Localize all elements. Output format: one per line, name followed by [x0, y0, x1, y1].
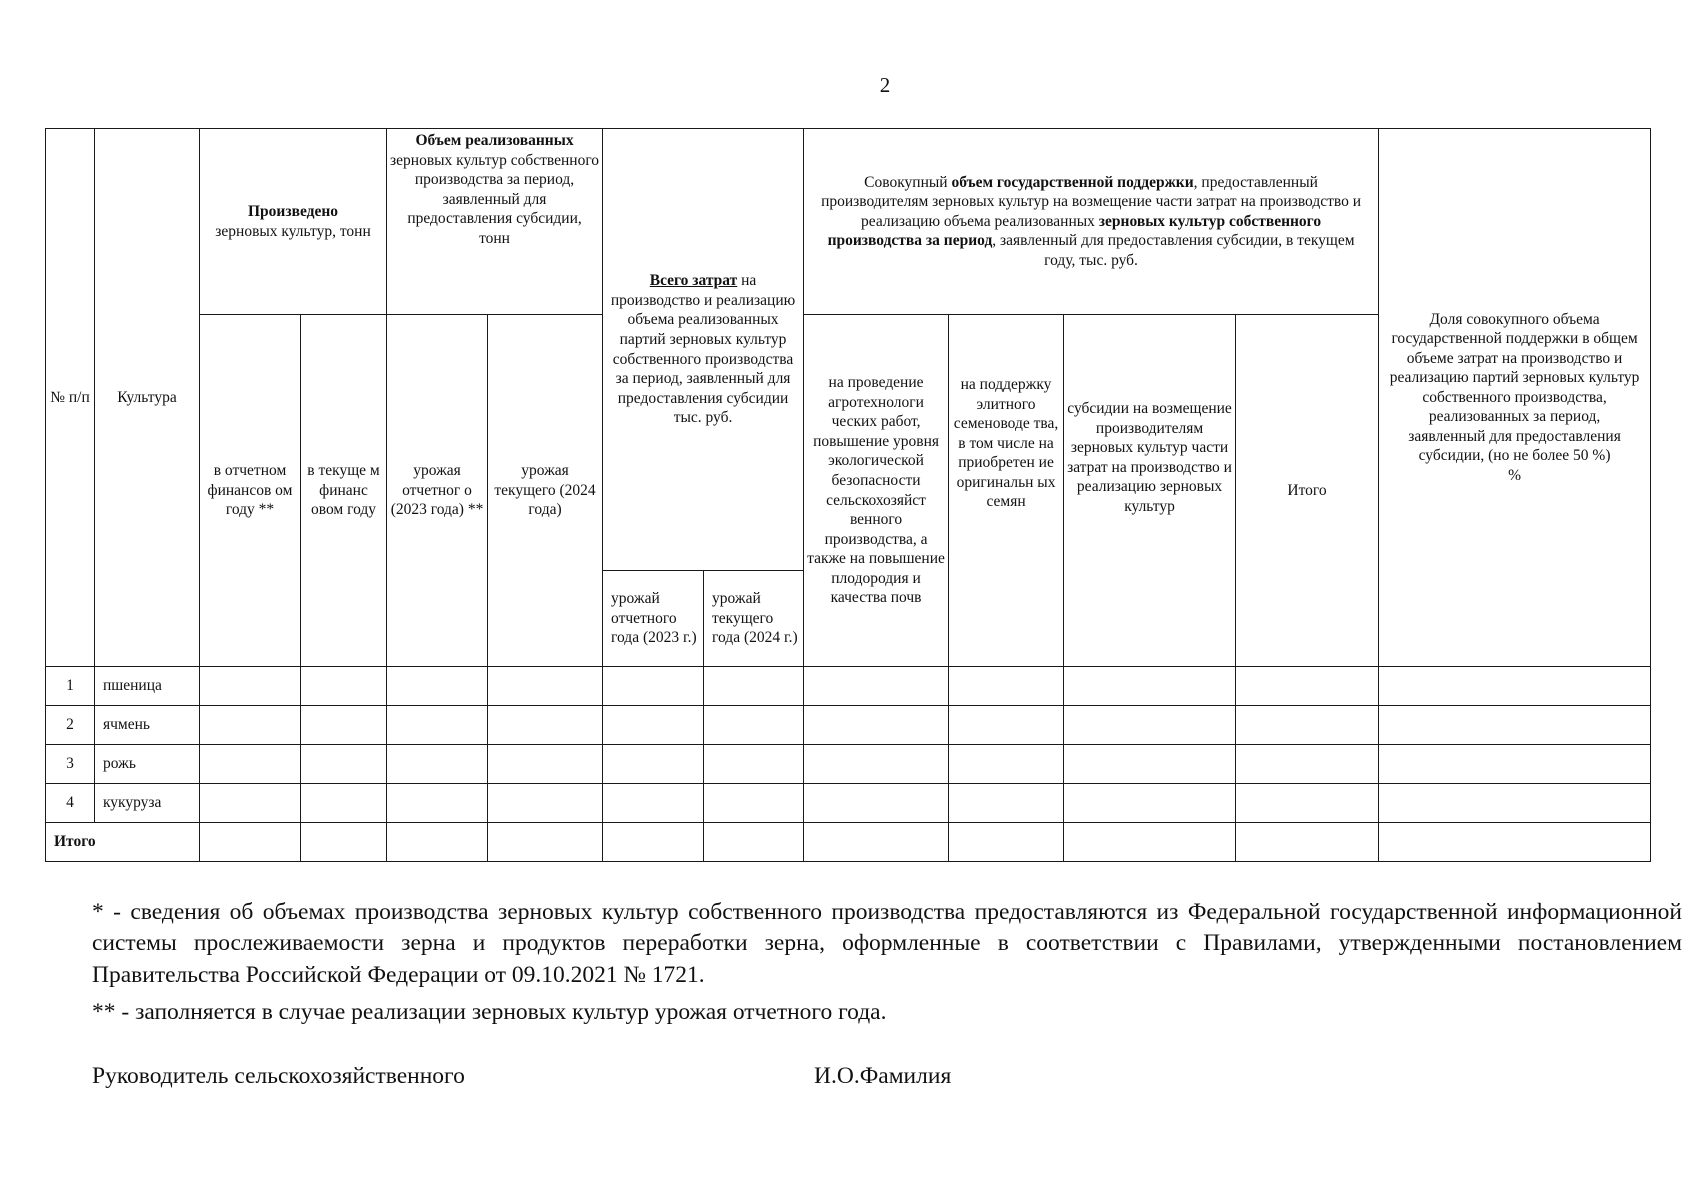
sub-costs-reporting: урожай отчетного года (2023 г.): [603, 571, 704, 667]
header-support-text-2: , предоставленный производителям зерновых культур на возмещение части затрат на производство и реализацию объема реализованных: [821, 173, 1362, 230]
header-sold-rest: зерновых культур собственного производства за период, заявленный для предоставления субсидии,: [390, 151, 600, 228]
cell: [1236, 667, 1379, 706]
cell: [1236, 745, 1379, 784]
row-crop: рожь: [95, 745, 200, 784]
table-row: [46, 667, 1651, 706]
cell: [1379, 745, 1651, 784]
cell: [704, 706, 804, 745]
cell: [1064, 784, 1236, 823]
sub-support-total: Итого: [1236, 315, 1379, 667]
header-costs-rest: на производство и реализацию объема реализованных партий зерновых культур собственного производства за период, заявленный для предоставления субсидии тыс. руб.: [610, 272, 796, 427]
cell: [200, 823, 301, 862]
cell: [301, 745, 387, 784]
header-support-bold-2: зерновых культур собственного производства за период: [827, 212, 1322, 250]
row-number: 2: [46, 706, 95, 745]
row-number: 1: [46, 667, 95, 706]
cell: [301, 823, 387, 862]
signature-name: И.О.Фамилия: [814, 1063, 952, 1089]
footnote-1: [92, 897, 1682, 991]
cell: [603, 667, 704, 706]
header-support: [804, 129, 1379, 315]
cell: [301, 706, 387, 745]
footnote-2: [92, 997, 1682, 1028]
sub-sold-current: урожая текущего (2024 года): [488, 315, 603, 667]
cell: [804, 823, 949, 862]
cell: [704, 823, 804, 862]
header-support-text-1: Совокупный: [864, 173, 948, 191]
header-costs: [603, 129, 804, 571]
cell: [804, 706, 949, 745]
header-support-text-3: , заявленный для предоставления субсидии, в текущем году, тыс. руб.: [992, 232, 1355, 269]
header-sold: [387, 129, 603, 315]
cell: [804, 667, 949, 706]
cell: [949, 823, 1064, 862]
cell: [301, 784, 387, 823]
cell: [387, 784, 488, 823]
row-crop: ячмень: [95, 706, 200, 745]
sub-support-seed: на поддержку элитного семеноводе тва, в том числе на приобретен ие оригинальн ых семян: [949, 315, 1064, 667]
row-number: 3: [46, 745, 95, 784]
cell: [488, 706, 603, 745]
cell: [603, 706, 704, 745]
header-share-text: Доля совокупного объема государственной поддержки в общем объеме затрат на производство и реализацию партий зерновых культур собственного производства, реализованных за период, заявленный для предоставления субсидии, (но не более 50 %): [1389, 310, 1640, 465]
sub-costs-current: урожай текущего года (2024 г.): [704, 571, 804, 667]
header-support-bold-1: объем государственной поддержки: [951, 173, 1194, 191]
header-sold-bold: Объем реализованных: [415, 132, 574, 149]
cell: [387, 667, 488, 706]
cell: [387, 823, 488, 862]
header-number: № п/п: [46, 129, 95, 667]
cell: [301, 667, 387, 706]
total-label: Итого: [46, 823, 200, 862]
cell: [1236, 706, 1379, 745]
sub-produced-reporting: в отчетном финансов ом году **: [200, 315, 301, 667]
cell: [1064, 823, 1236, 862]
sub-support-subsidy: субсидии на возмещение производителям зерновых культур части затрат на производство и реализацию зерновых культур: [1064, 315, 1236, 667]
cell: [488, 745, 603, 784]
cell: [704, 784, 804, 823]
cell: [1064, 745, 1236, 784]
cell: [949, 745, 1064, 784]
cell: [603, 784, 704, 823]
footnote-2-text: ** - заполняется в случае реализации зерновых культур урожая отчетного года.: [92, 999, 887, 1025]
cell: [387, 745, 488, 784]
cell: [949, 667, 1064, 706]
signature-position: Руководитель сельскохозяйственного: [92, 1063, 465, 1089]
header-crop: Культура: [95, 129, 200, 667]
table-row: [46, 784, 1651, 823]
cell: [1064, 706, 1236, 745]
cell: [804, 784, 949, 823]
table-total-row: [46, 823, 1651, 862]
row-crop: пшеница: [95, 667, 200, 706]
cell: [603, 745, 704, 784]
cell: [1379, 667, 1651, 706]
cell: [949, 784, 1064, 823]
cell: [704, 667, 804, 706]
cell: [200, 784, 301, 823]
sub-sold-reporting: урожая отчетног о (2023 года) **: [387, 315, 488, 667]
cell: [1379, 706, 1651, 745]
page-number: 2: [879, 73, 891, 97]
footnote-1-text: * - сведения об объемах производства зерновых культур собственного производства предоставляются из Федеральной государственной информационной системы прослеживаемости зерна и продуктов переработки зерна, оформленные в соответствии с Правилами, утвержденными постановлением Правительства Российской Федерации от 09.10.2021 № 1721.: [92, 899, 1682, 988]
header-share-unit: %: [1508, 466, 1522, 484]
cell: [387, 706, 488, 745]
subsidy-table: [45, 128, 1651, 862]
cell: [804, 745, 949, 784]
cell: [200, 667, 301, 706]
header-produced-rest: зерновых культур, тонн: [215, 222, 371, 240]
header-produced-bold: Произведено: [247, 202, 339, 220]
cell: [1064, 667, 1236, 706]
cell: [1236, 823, 1379, 862]
cell: [704, 745, 804, 784]
cell: [603, 823, 704, 862]
cell: [488, 784, 603, 823]
cell: [949, 706, 1064, 745]
cell: [200, 706, 301, 745]
sub-produced-current: в текуще м финанс овом году: [301, 315, 387, 667]
cell: [200, 745, 301, 784]
cell: [1379, 823, 1651, 862]
header-produced: [200, 129, 387, 315]
cell: [1379, 784, 1651, 823]
cell: [1236, 784, 1379, 823]
row-crop: кукуруза: [95, 784, 200, 823]
header-share: [1379, 129, 1651, 667]
sub-support-agro: на проведение агротехнологи ческих работ, повышение уровня экологической безопасности сельскохозяйст венного производства, а также на повышение плодородия и качества почв: [804, 315, 949, 667]
table-row: [46, 706, 1651, 745]
table-row: [46, 745, 1651, 784]
row-number: 4: [46, 784, 95, 823]
header-costs-bold: Всего затрат: [649, 272, 738, 290]
cell: [488, 667, 603, 706]
cell: [488, 823, 603, 862]
header-sold-unit: тонн: [479, 229, 510, 247]
